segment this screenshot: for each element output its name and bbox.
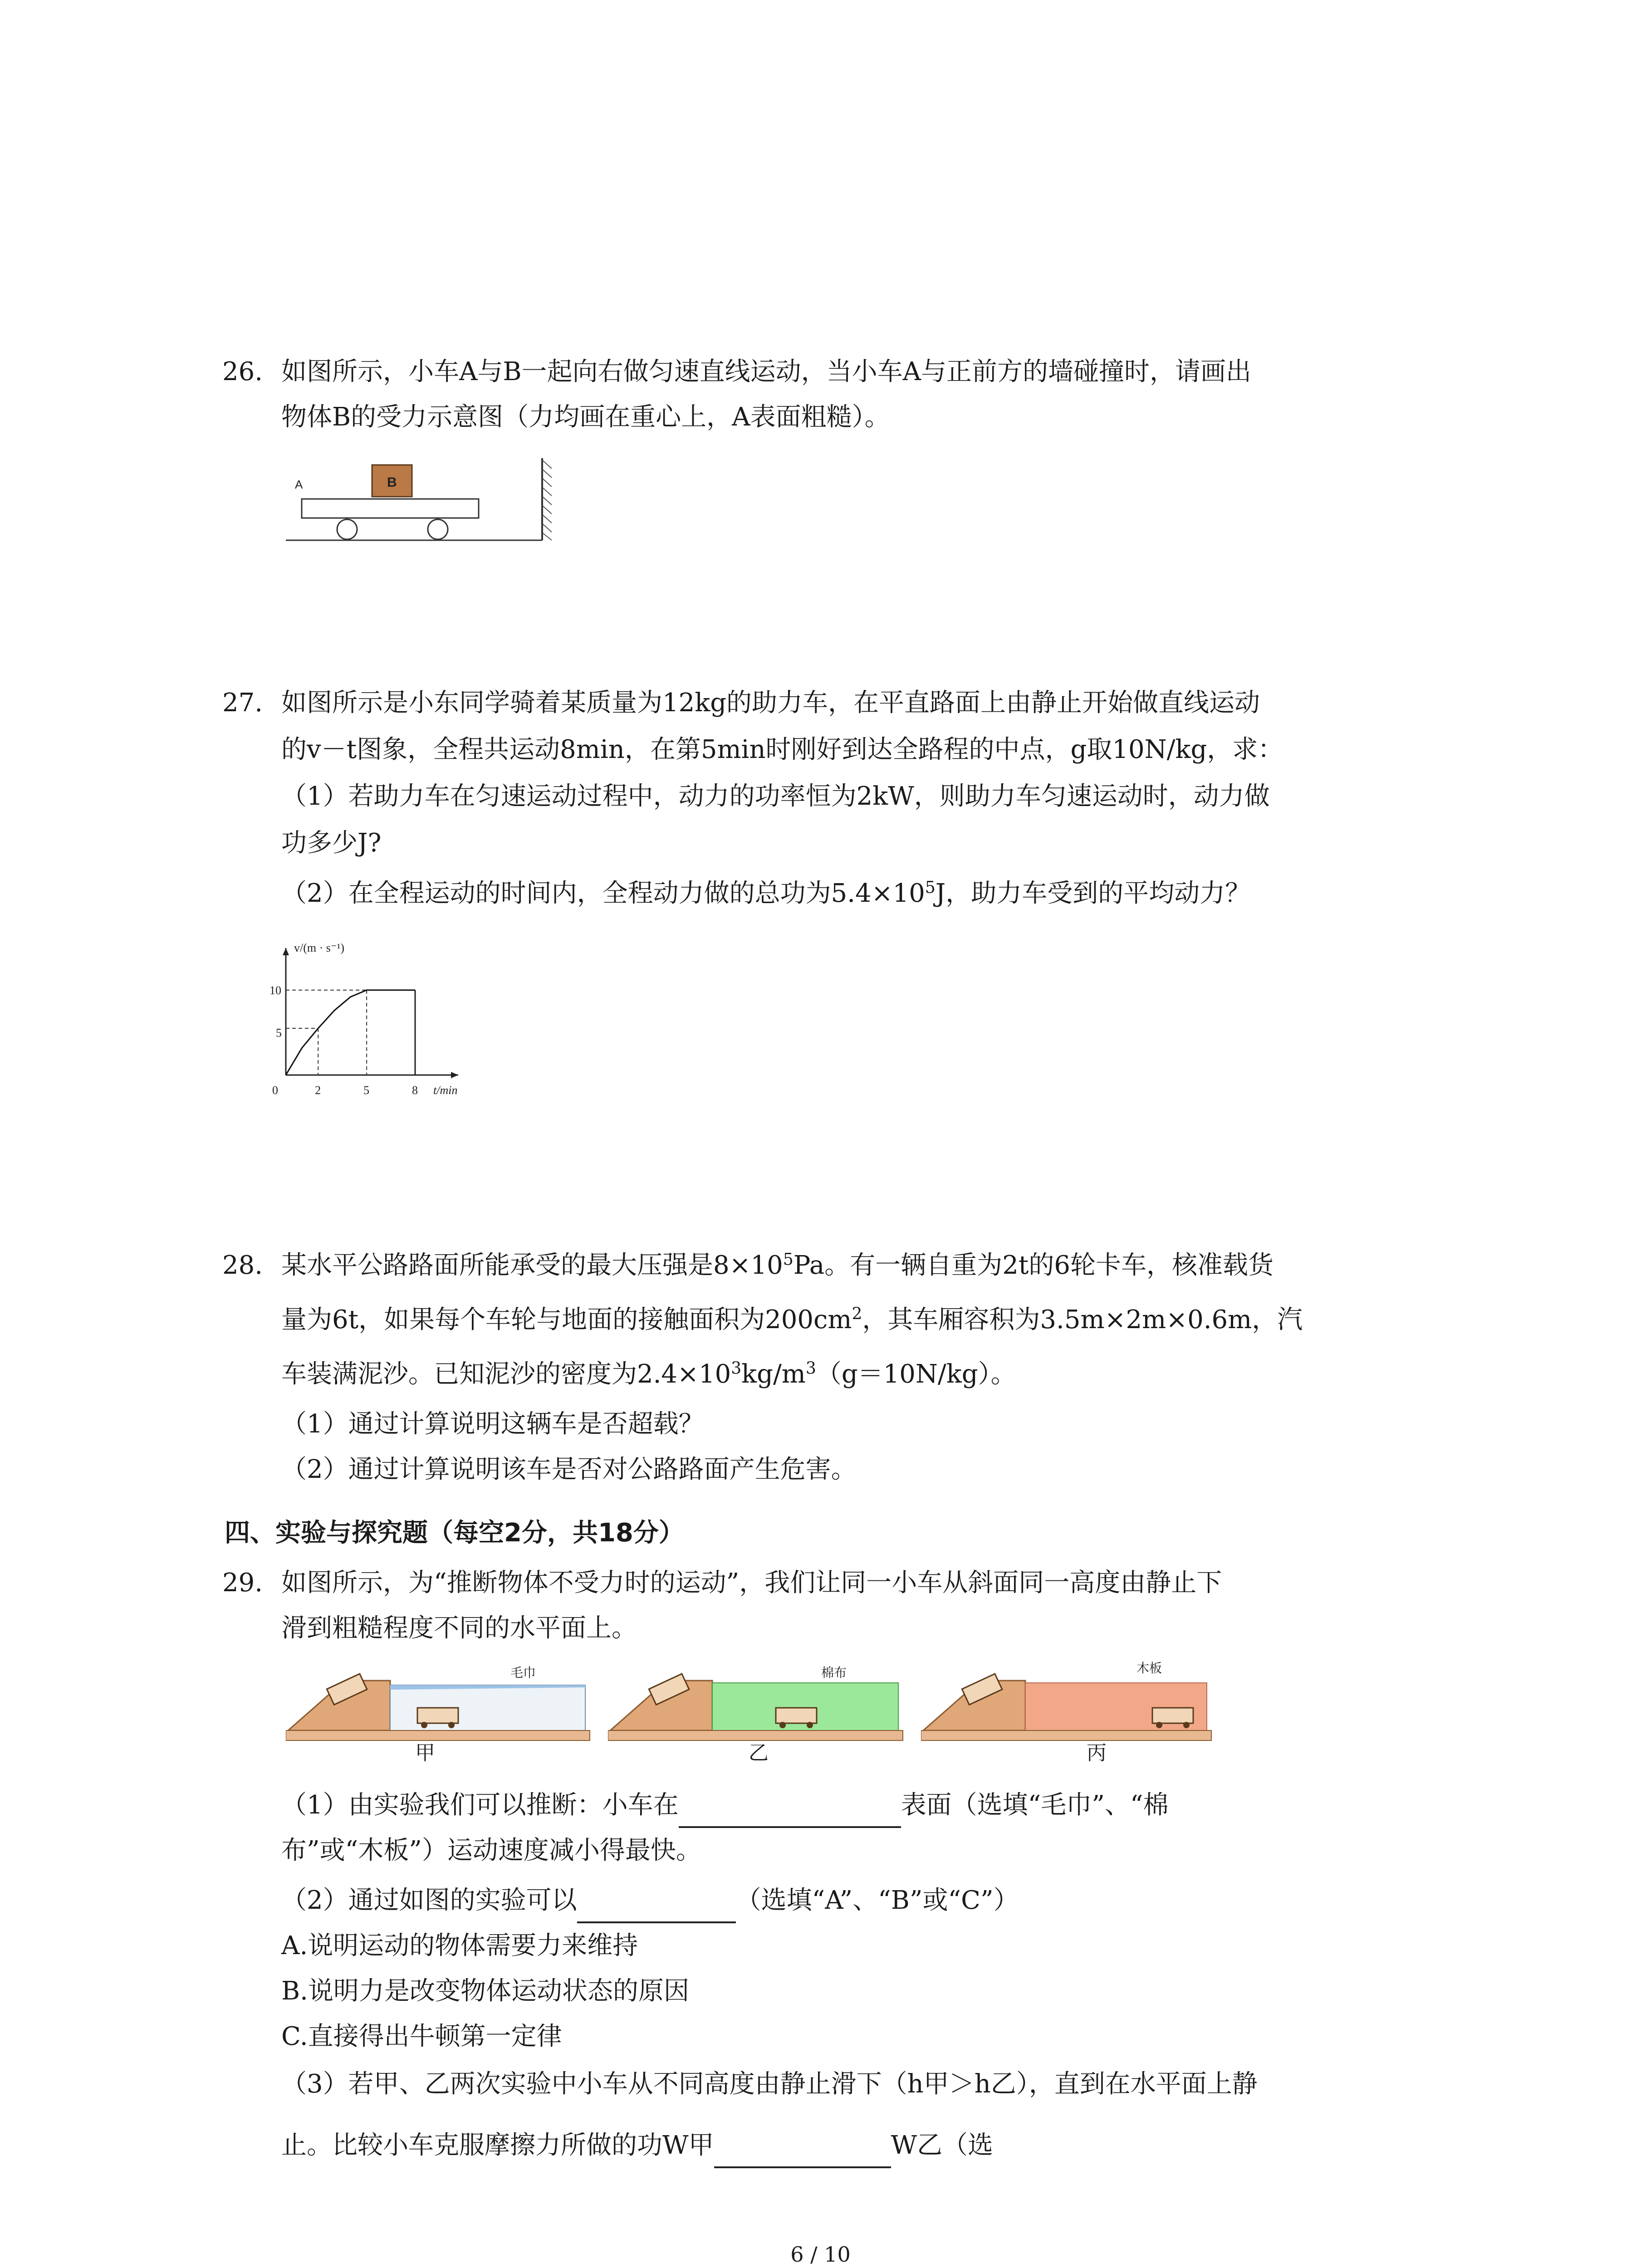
q27-part2 (281, 871, 1250, 916)
q29-text-line2: 滑到粗糙程度不同的水平面上。 (281, 1613, 637, 1643)
q29-sub1-pre: （1）由实验我们可以推断：小车在 (281, 1790, 679, 1820)
block-b-label: B (387, 475, 397, 490)
wall-hatching (543, 460, 552, 540)
q28-line1-post: Pa。有一辆自重为2t的6轮卡车，核准载货 (793, 1251, 1274, 1280)
q28-line2-pre: 量为6t，如果每个车轮与地面的接触面积为200cm (281, 1305, 852, 1334)
q26-line1 (222, 349, 1251, 395)
y-axis-arrow (283, 948, 289, 955)
q28-part2: （2）通过计算说明该车是否对公路路面产生危害。 (281, 1455, 857, 1484)
q28-line3-pre: 车装满泥沙。已知泥沙的密度为2.4×10 (281, 1359, 731, 1389)
q26-number: 26. (222, 357, 263, 386)
experiment-bing-figure (921, 1658, 1216, 1753)
q29-sub2 (281, 1878, 1019, 1923)
q28-line3 (281, 1352, 1016, 1397)
q27-part2-pre: （2）在全程运动的时间内，全程动力做的总功为5.4×10 (281, 879, 925, 908)
vt-chart (268, 921, 504, 1111)
velocity-series-line (286, 990, 415, 1075)
x-tick-label: 8 (412, 1084, 418, 1097)
q29-sub3-line2 (281, 2123, 993, 2168)
yi-surface-label: 棉布 (821, 1666, 847, 1680)
q28-line1-pre: 某水平公路路面所能承受的最大压强是8×10 (281, 1251, 783, 1280)
label-yi: 乙 (749, 1741, 769, 1765)
q29-sub2-pre: （2）通过如图的实验可以 (281, 1886, 577, 1915)
q27-line1 (222, 680, 1260, 726)
y-tick-label: 5 (276, 1026, 282, 1040)
x-axis-arrow (451, 1072, 458, 1078)
q29-sub2-post: （选填“A”、“B”或“C”） (735, 1886, 1019, 1915)
cart-a (302, 499, 479, 518)
q29-option-a: A.说明运动的物体需要力来维持 (281, 1931, 638, 1960)
q29-line1 (222, 1560, 1222, 1606)
q27-number: 27. (222, 688, 263, 718)
q28-line3-exp2: 3 (805, 1359, 816, 1378)
wheel-left (337, 519, 357, 539)
q26-text-line1: 如图所示，小车A与B一起向右做匀速直线运动，当小车A与正前方的墙碰撞时，请画出 (281, 357, 1252, 386)
y-tick-label: 10 (269, 983, 281, 997)
answer-blank-1[interactable] (679, 1794, 901, 1828)
q27-part1-line1: （1）若助力车在匀速运动过程中，动力的功率恒为2kW，则助力车匀速运动时，动力做 (281, 782, 1270, 811)
q26-cart-figure (281, 456, 563, 556)
q28-line3-post: （g＝10N/kg）。 (816, 1359, 1016, 1389)
q29-number: 29. (222, 1568, 263, 1598)
q28-line1-exp: 5 (783, 1250, 794, 1269)
page-number: 6 / 10 (790, 2242, 851, 2267)
q29-sub1-line1 (281, 1783, 1169, 1828)
x-axis-label: t/min (433, 1084, 458, 1097)
cart-on-flat (417, 1708, 458, 1723)
q27-text-line1: 如图所示是小东同学骑着某质量为12kg的助力车，在平直路面上由静止开始做直线运动 (281, 688, 1260, 718)
q29-option-b: B.说明力是改变物体运动状态的原因 (281, 1976, 689, 2006)
q29-sub3-post: W乙（选 (891, 2131, 994, 2160)
q28-line1 (222, 1243, 1274, 1288)
q27-text-line2: 的v－t图象，全程共运动8min，在第5min时刚好到达全路程的中点，g取10N/kg，求： (281, 735, 1283, 764)
bing-surface-label: 木板 (1136, 1661, 1162, 1675)
q27-part2-exp: 5 (925, 878, 936, 897)
answer-blank-3[interactable] (714, 2135, 891, 2168)
q28-line2-exp: 2 (852, 1305, 862, 1324)
q29-option-c: C.直接得出牛顿第一定律 (281, 2022, 562, 2051)
q26-text-line2: 物体B的受力示意图（力均画在重心上，A表面粗糙）。 (281, 402, 890, 432)
q28-number: 28. (222, 1251, 263, 1280)
answer-blank-2[interactable] (577, 1890, 736, 1923)
x-tick-label: 0 (272, 1084, 278, 1097)
q28-line3-mid: kg/m (741, 1359, 806, 1389)
q29-text-line1: 如图所示，为“推断物体不受力时的运动”，我们让同一小车从斜面同一高度由静止下 (281, 1568, 1222, 1598)
x-tick-label: 2 (315, 1084, 321, 1097)
q28-part1: （1）通过计算说明这辆车是否超载？ (281, 1409, 704, 1439)
label-bing: 丙 (1087, 1741, 1107, 1765)
q27-part1-line2: 功多少J? (281, 828, 382, 858)
label-jia: 甲 (415, 1741, 435, 1765)
q29-sub1-post: 表面（选填“毛巾”、“棉 (901, 1790, 1169, 1820)
q28-line3-exp: 3 (731, 1359, 742, 1378)
jia-surface-label: 毛巾 (510, 1666, 536, 1680)
section-4-heading: 四、实验与探究题（每空2分，共18分） (225, 1518, 684, 1548)
cart-a-label: A (295, 478, 303, 491)
q27-part2-post: J，助力车受到的平均动力？ (935, 879, 1251, 908)
experiment-jia-figure (286, 1662, 594, 1753)
y-axis-label: v/(m · s⁻¹) (294, 941, 345, 954)
x-tick-label: 5 (363, 1084, 370, 1097)
q28-line2 (281, 1297, 1303, 1343)
q29-sub3-pre: 止。比较小车克服摩擦力所做的功W甲 (281, 2131, 714, 2160)
q28-line2-post: ，其车厢容积为3.5m×2m×0.6m，汽 (862, 1305, 1303, 1334)
q29-sub1-line2: 布”或“木板”）运动速度减小得最快。 (281, 1836, 701, 1865)
q29-sub3-line1: （3）若甲、乙两次实验中小车从不同高度由静止滑下（h甲＞h乙），直到在水平面上静 (281, 2069, 1258, 2099)
wheel-right (428, 519, 448, 539)
